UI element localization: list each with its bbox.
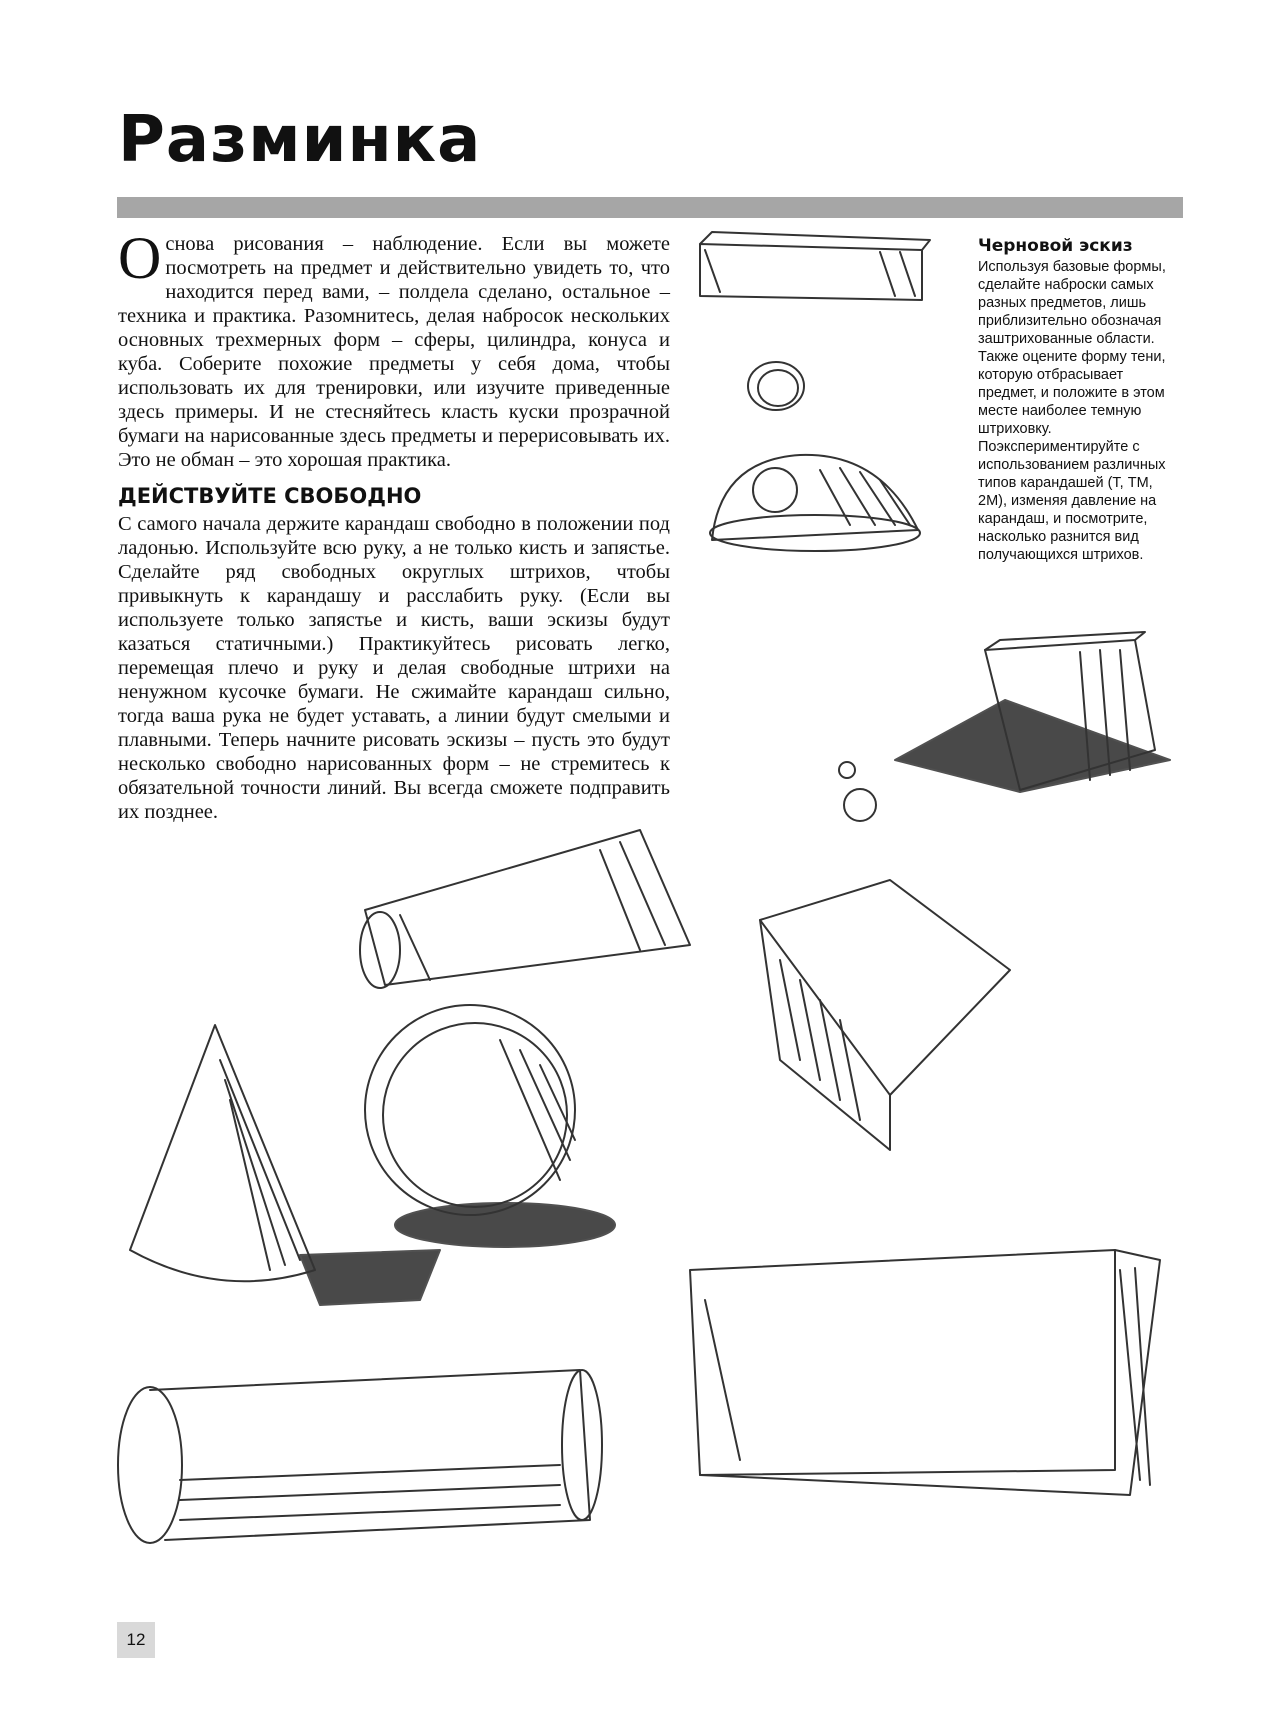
sketch-cube <box>839 632 1170 821</box>
sidebar-title: Черновой эскиз <box>978 236 1133 256</box>
sketch-cone <box>130 1025 440 1305</box>
page-number: 12 <box>117 1622 155 1658</box>
intro-text: снова рисования – наблюдение. Если вы можете посмотреть на предмет и действительно увидеть то, что находится перед вами, – полдела сделано, остальное – техника и практика. Разомнитесь, делая набросок нескольких основных трехмерных форм – сферы, цилиндра, конуса и куба. Соберите похожие предметы у себя дома, чтобы использовать их для тренировки, или изучите приведенные здесь примеры. И не стесняйтесь класть куски прозрачной бумаги на нарисованные здесь предметы и перерисовывать их. Это не обман – это хорошая практика. <box>118 233 670 471</box>
sketch-tilted-box <box>760 880 1010 1150</box>
section-heading: ДЕЙСТВУЙТЕ СВОБОДНО <box>118 484 422 508</box>
sketch-cylinder-bottom <box>118 1370 602 1543</box>
sketch-small-sphere <box>748 362 804 410</box>
drop-cap: О <box>118 225 162 291</box>
sketch-flat-slab <box>690 1250 1160 1495</box>
sidebar-text: Используя базовые формы, сделайте наброски самых разных предметов, лишь приблизительно обозначая заштрихованные области. Также оцените форму тени, которую отбрасывает предмет, и положите в этом месте наиболее темную штриховку. Поэкспериментируйте с использованием различных типов карандашей (Т, ТМ, 2М), изменяя давление на карандаш, и посмотрите, насколько разнится вид получающихся штрихов. <box>978 259 1166 563</box>
page-title: Разминка <box>118 103 482 177</box>
sketch-flat-box <box>700 232 930 300</box>
sketch-cylinder-top <box>360 830 690 988</box>
sketch-sphere <box>365 1005 615 1247</box>
section-paragraph: С самого начала держите карандаш свободно в положении под ладонью. Используйте всю руку, а не только кисть и запястье. Сделайте ряд свободных округлых штрихов, чтобы привыкнуть к карандашу и расслабить руку. (Если вы используете только запястье и кисть, ваши эскизы будут казаться статичными.) Практикуйтесь рисовать легко, перемещая плечо и руку и делая свободные штрихи на ненужном кусочке бумаги. Не сжимайте карандаш сильно, тогда ваша рука не будет уставать, а линии будут смелыми и плавными. Теперь начните рисовать эскизы – пусть это будут несколько свободно нарисованных форм – не стремитесь к обязательной точности линий. Вы всегда сможете подправить их позднее. <box>118 513 670 823</box>
sketch-dome <box>710 455 920 551</box>
